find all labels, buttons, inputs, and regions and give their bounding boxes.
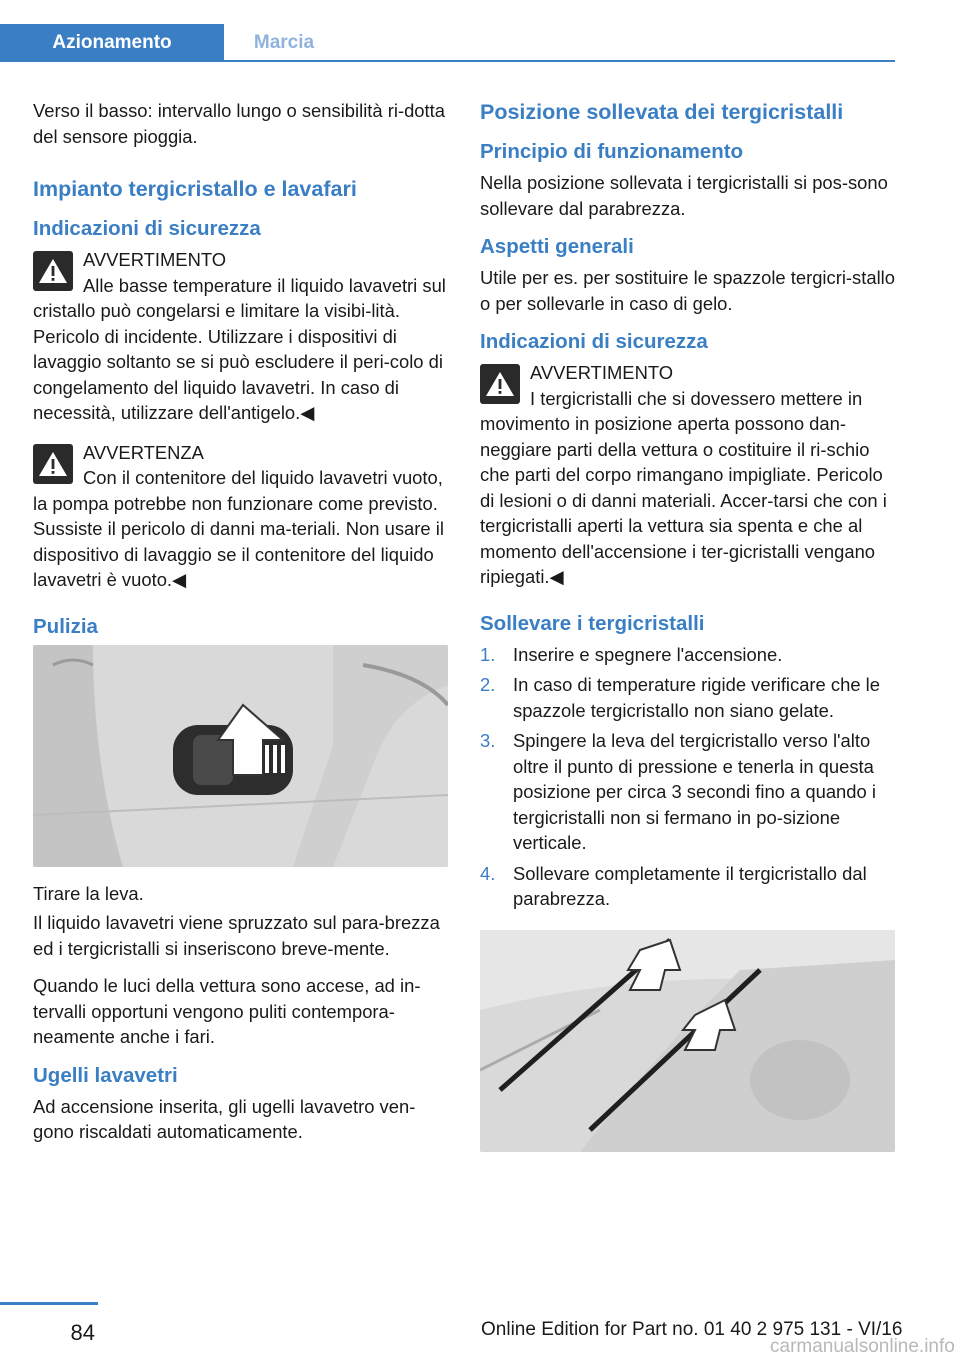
- subheading-raise-wipers: Sollevare i tergicristalli: [480, 611, 705, 635]
- steps-list: [480, 642, 896, 912]
- subheading-cleaning: Pulizia: [33, 614, 98, 638]
- warning-label: AVVERTIMENTO: [83, 249, 227, 270]
- subheading-safety: Indicazioni di sicurezza: [33, 217, 261, 240]
- subheading-principle: Principio di funzionamento: [480, 140, 744, 163]
- subheading-safety-right: Indicazioni di sicurezza: [480, 330, 708, 353]
- section-heading-wiper: Impianto tergicristallo e lavafari: [33, 177, 357, 201]
- warning-triangle-icon: [33, 444, 73, 484]
- chapter-tabs: [0, 24, 895, 62]
- step-item: 2. In caso di temperature rigide verificare che le spazzole tergicristallo non siano gelate.: [480, 674, 880, 721]
- intro-text: Verso il basso: intervallo lungo o sensibilità ri-dotta del sensore pioggia.: [33, 100, 445, 147]
- raised-wipers-illustration: [480, 930, 895, 1152]
- step-item: 4. Sollevare completamente il tergicristallo dal parabrezza.: [480, 862, 867, 909]
- step-item: 3. Spingere la leva del tergicristallo verso l'alto oltre il punto di pressione e tenerla in questa posizione per circa 3 secondi fino a quando i tergicristalli non si fermano in po-sizione verticale.: [480, 730, 876, 853]
- watermark: carmanualsonline.info: [770, 1336, 955, 1357]
- headlights-text: Quando le luci della vettura sono accese, ad in-tervalli opportuni vengono puliti contempora-neamente anche i fari.: [33, 975, 421, 1047]
- warning-triangle-icon: [33, 251, 73, 291]
- right-column: [480, 98, 896, 1152]
- edition-text: Online Edition for Part no. 01 40 2 975 131 - VI/16: [481, 1319, 903, 1340]
- warning-text: Alle basse temperature il liquido lavavetri sul cristallo può congelarsi e limitare la visibi-lità. Pericolo di incidente. Utilizzare i dispositivi di lavaggio soltanto se si può escludere il peri-colo di congelamento del liquido lavavetri. In caso di necessità, utilizzare dell'antigelo.◀: [33, 274, 446, 423]
- caution-label: AVVERTENZA: [83, 441, 204, 463]
- caution-text: Con il contenitore del liquido lavavetri vuoto, la pompa potrebbe non funzionare come previsto. Sussiste il pericolo di danni ma-teriali. Non usare il dispositivo di lavaggio se il contenitore del liquido lavavetri è vuoto.◀: [33, 467, 444, 590]
- section-heading-raised: Posizione sollevata dei tergicristalli: [480, 100, 844, 124]
- warning-block-right: [480, 360, 896, 590]
- warning-text-right: I tergicristalli che si dovessero mettere in movimento in posizione aperta possono dan-neggiare parti della vettura o costituire il ri-schio che parti del corpo rimangano impigliate. Pericolo di lesioni o di danni materiali. Accer-tarsi che con i tergicristalli aperti la vettura sia spenta e che al momento dell'accensione i ter-gicristalli vengano ripiegati.◀: [480, 387, 887, 587]
- left-column: [33, 98, 449, 1157]
- warning-block: [33, 247, 449, 426]
- caution-block: [33, 440, 449, 593]
- wiper-lever-illustration: [33, 645, 448, 867]
- subheading-general: Aspetti generali: [480, 235, 634, 258]
- warning-label-right: AVVERTIMENTO: [530, 362, 674, 383]
- general-text: Utile per es. per sostituire le spazzole tergicri-stallo o per sollevarle in caso di gelo.: [480, 267, 895, 314]
- tab-marcia[interactable]: Marcia: [253, 32, 315, 53]
- tab-azionamento[interactable]: Azionamento: [0, 24, 224, 62]
- page-number: 84: [70, 1320, 95, 1345]
- header-rule: [224, 60, 895, 62]
- warning-triangle-icon: [480, 364, 520, 404]
- spray-text: Il liquido lavavetri viene spruzzato sul para-brezza ed i tergicristalli si inseriscono breve-mente.: [33, 912, 440, 959]
- pull-lever-text: Tirare la leva.: [33, 882, 144, 904]
- principle-text: Nella posizione sollevata i tergicristalli si pos-sono sollevare dal parabrezza.: [480, 172, 888, 219]
- footer-rule: [0, 1302, 98, 1305]
- nozzles-text: Ad accensione inserita, gli ugelli lavavetro ven-gono riscaldati automaticamente.: [33, 1095, 416, 1142]
- step-item: 1. Inserire e spegnere l'accensione.: [480, 643, 783, 665]
- subheading-nozzles: Ugelli lavavetri: [33, 1063, 178, 1087]
